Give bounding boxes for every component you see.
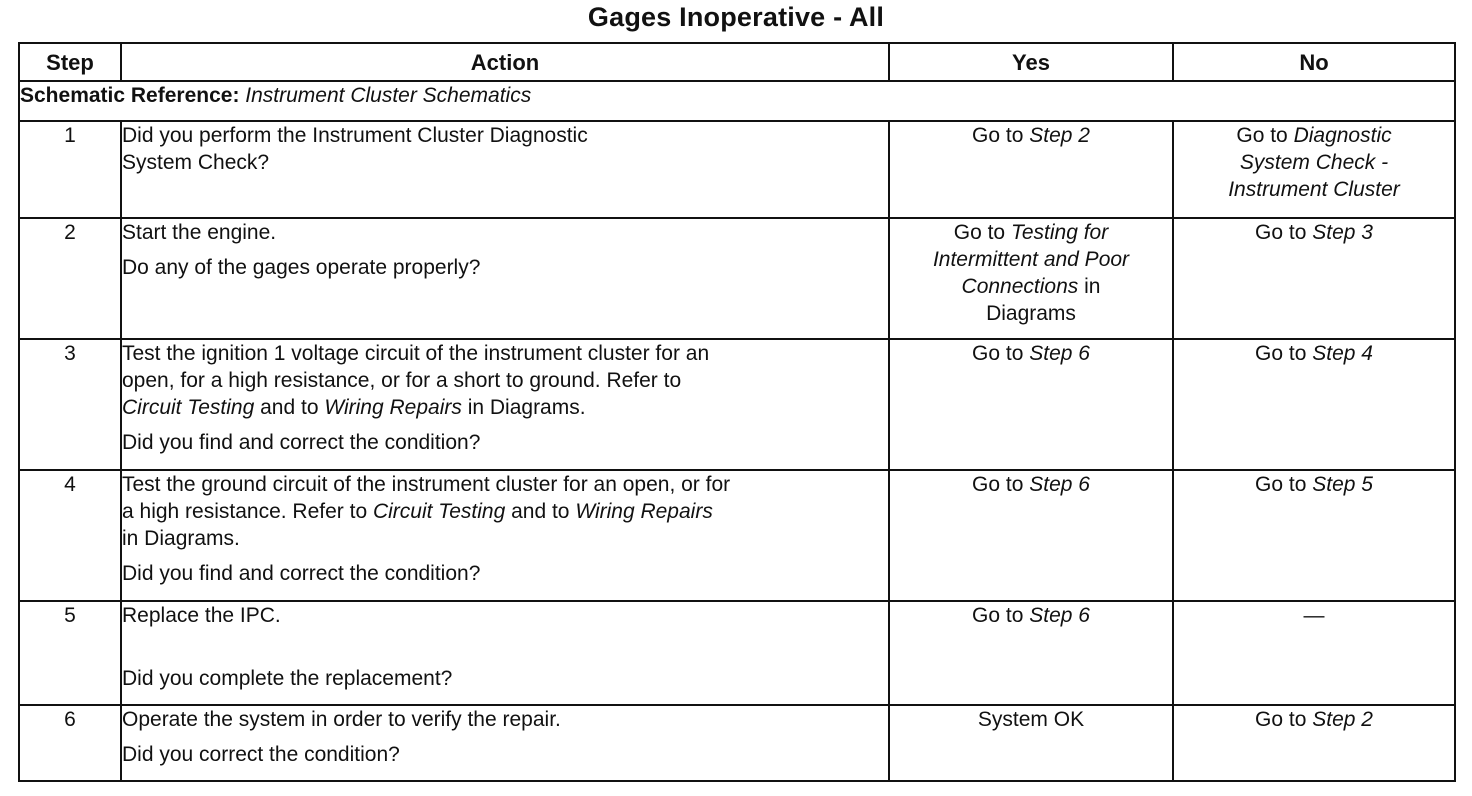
yes-link[interactable]: Step 2 bbox=[1029, 124, 1090, 147]
yes-cell bbox=[889, 601, 1173, 705]
action-text-pre: a high resistance. Refer to bbox=[122, 500, 373, 523]
action-text: Test the ground circuit of the instrument cluster for an open, or for bbox=[122, 473, 731, 496]
header-step: Step bbox=[19, 43, 121, 81]
no-prefix: Go to bbox=[1255, 473, 1313, 496]
yes-prefix: Go to bbox=[953, 221, 1011, 244]
action-cell bbox=[121, 470, 889, 601]
step-number: 1 bbox=[19, 121, 121, 218]
action-text bbox=[122, 498, 888, 525]
action-text: open, for a high resistance, or for a short to ground. Refer to bbox=[122, 369, 682, 392]
action-link[interactable]: Wiring Repairs bbox=[324, 396, 462, 419]
header-row bbox=[19, 43, 1455, 81]
table-row bbox=[19, 218, 1455, 339]
action-text-mid: and to bbox=[505, 500, 576, 523]
yes-link[interactable]: Step 6 bbox=[1029, 604, 1090, 627]
action-text: System Check? bbox=[122, 151, 270, 174]
table-row bbox=[19, 121, 1455, 218]
no-prefix: Go to bbox=[1236, 124, 1294, 147]
no-cell bbox=[1173, 121, 1455, 218]
schematic-link[interactable]: Instrument Cluster Schematics bbox=[245, 84, 532, 107]
action-text: Start the engine. bbox=[122, 221, 277, 244]
step-number: 5 bbox=[19, 601, 121, 705]
yes-cell bbox=[889, 339, 1173, 470]
table-row bbox=[19, 705, 1455, 781]
table-row bbox=[19, 470, 1455, 601]
action-link[interactable]: Wiring Repairs bbox=[575, 500, 713, 523]
yes-prefix: Go to bbox=[972, 342, 1030, 365]
action-question: Did you find and correct the condition? bbox=[122, 431, 481, 454]
no-cell: — bbox=[1173, 601, 1455, 705]
action-link[interactable]: Circuit Testing bbox=[372, 500, 506, 523]
no-prefix: Go to bbox=[1255, 708, 1313, 731]
yes-prefix: Go to bbox=[972, 124, 1030, 147]
yes-prefix: Go to bbox=[972, 604, 1030, 627]
table-row bbox=[19, 601, 1455, 705]
yes-suffix: Diagrams bbox=[986, 302, 1076, 325]
action-text-end: in Diagrams. bbox=[461, 396, 586, 419]
action-cell bbox=[121, 339, 889, 470]
yes-prefix: Go to bbox=[972, 473, 1030, 496]
no-link[interactable]: Step 4 bbox=[1312, 342, 1373, 365]
action-text bbox=[122, 394, 888, 421]
yes-cell bbox=[889, 470, 1173, 601]
no-prefix: Go to bbox=[1255, 342, 1313, 365]
yes-cell bbox=[889, 218, 1173, 339]
yes-link[interactable]: Connections bbox=[961, 275, 1079, 298]
no-cell bbox=[1173, 470, 1455, 601]
action-question: Do any of the gages operate properly? bbox=[122, 256, 481, 279]
no-cell bbox=[1173, 339, 1455, 470]
schematic-row bbox=[19, 81, 1455, 121]
schematic-reference bbox=[19, 81, 1455, 121]
yes-link[interactable]: Step 6 bbox=[1029, 473, 1090, 496]
action-question: Did you correct the condition? bbox=[122, 743, 400, 766]
yes-link[interactable]: Testing for bbox=[1010, 221, 1109, 244]
schematic-label: Schematic Reference: bbox=[20, 84, 240, 107]
no-prefix: Go to bbox=[1255, 221, 1313, 244]
header-yes: Yes bbox=[889, 43, 1173, 81]
action-cell bbox=[121, 601, 889, 705]
no-link[interactable]: Instrument Cluster bbox=[1228, 178, 1400, 201]
action-text: in Diagrams. bbox=[122, 527, 240, 550]
table-row bbox=[19, 339, 1455, 470]
page-title: Gages Inoperative - All bbox=[587, 2, 885, 32]
header-action: Action bbox=[121, 43, 889, 81]
action-text: Test the ignition 1 voltage circuit of the instrument cluster for an bbox=[122, 342, 710, 365]
yes-link[interactable]: Intermittent and Poor bbox=[932, 248, 1130, 271]
no-link[interactable]: Step 3 bbox=[1312, 221, 1373, 244]
action-text: Replace the IPC. bbox=[122, 604, 281, 627]
no-link[interactable]: Step 5 bbox=[1312, 473, 1373, 496]
header-no: No bbox=[1173, 43, 1455, 81]
step-number: 2 bbox=[19, 218, 121, 339]
yes-cell bbox=[889, 121, 1173, 218]
action-link[interactable]: Circuit Testing bbox=[122, 396, 255, 419]
action-cell bbox=[121, 121, 889, 218]
yes-link[interactable]: Step 6 bbox=[1029, 342, 1090, 365]
yes-cell: System OK bbox=[889, 705, 1173, 781]
no-link[interactable]: Diagnostic bbox=[1293, 124, 1392, 147]
action-text: Did you perform the Instrument Cluster Diagnostic bbox=[122, 124, 588, 147]
no-link[interactable]: System Check - bbox=[1239, 151, 1389, 174]
no-link[interactable]: Step 2 bbox=[1312, 708, 1373, 731]
step-number: 6 bbox=[19, 705, 121, 781]
step-number: 4 bbox=[19, 470, 121, 601]
no-cell bbox=[1173, 218, 1455, 339]
step-number: 3 bbox=[19, 339, 121, 470]
action-cell bbox=[121, 218, 889, 339]
action-text: Operate the system in order to verify the repair. bbox=[122, 708, 561, 731]
action-text-mid: and to bbox=[254, 396, 325, 419]
no-cell bbox=[1173, 705, 1455, 781]
yes-suffix: in bbox=[1078, 275, 1101, 298]
action-question: Did you complete the replacement? bbox=[122, 667, 453, 690]
diagnostic-table bbox=[18, 42, 1456, 782]
action-cell bbox=[121, 705, 889, 781]
action-question: Did you find and correct the condition? bbox=[122, 562, 481, 585]
